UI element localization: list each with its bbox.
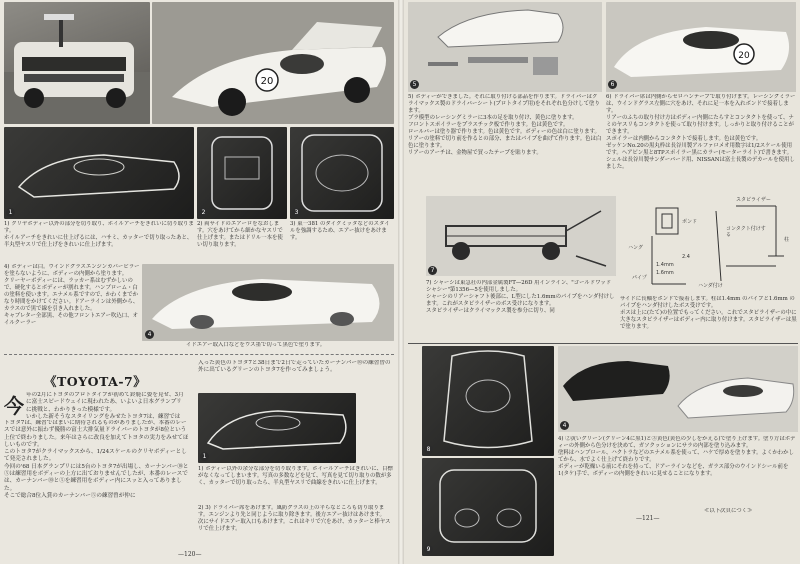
label-dim-3: 2.4 — [682, 254, 690, 260]
body-text-intro: 年の2月にトヨタのプロトタイプが初めて鈴鹿に姿を見せ、3月に富士スピードウェイに現われたあ、いよいよ日本グランプリに挑戦と、わかりきった模様です。 いかした新そうなスタイリングをみせたトヨタ7は、練習では — [26, 392, 184, 420]
caption-4-continued: イドエアー取入口などをウス墨で切って黒色で塗ります。 — [186, 342, 326, 348]
stabilizer-diagram — [626, 196, 798, 294]
stabilizer-drawing — [626, 196, 798, 294]
photo-number-2: 2 — [199, 208, 208, 217]
caption-5: 1) ボディー以外の余分な部分を切り取ります。ホイールアーチはきれいに、目標がなくなってしまいます。写真の多数などを見て、写真を見て切り取りの数が多く、カッターで切り取ったら、半丸型ヤスリで曲線をきれいに仕上げます。 — [198, 466, 393, 486]
photo-parts-assembly — [408, 2, 602, 92]
clear-body-rear-illustration — [290, 127, 394, 219]
clear-body-top-illustration — [197, 127, 287, 219]
photo-toyota7-top — [422, 346, 554, 456]
article-title: 《TOYOTA-7》 — [44, 374, 147, 389]
photo-race-car-track — [152, 2, 394, 124]
finished-body-illustration — [606, 2, 796, 92]
section-divider — [4, 354, 394, 355]
photo-toyota7-front — [422, 458, 554, 556]
photo-number-5-right: 5 — [410, 80, 419, 89]
painted-toyota7-illustration — [558, 346, 798, 432]
caption-6: 2) 3) ドライバー席をあけます。風防グラスの上の平らなところも切り取ります。エンジンより先と同じように取り除きます。後方エアー抜けはあけます。 次にサイドエアー取入口もあけます。これはキリで穴をあけ、カッターと棒ヤスリで仕上げます。 — [198, 505, 391, 532]
parts-assembly-illustration — [408, 2, 602, 92]
caption-3: 3) 東一381 のダイクミッタなどのスタイルを強調するため、エアー抜けをあけます。 — [290, 221, 390, 241]
photo-number-3: 3 — [292, 208, 301, 217]
photo-toyota7-clear-body — [198, 393, 356, 463]
painted-body-illustration — [142, 264, 394, 341]
right-page — [404, 0, 800, 564]
label-contact: コンタクト付けする — [726, 226, 766, 238]
chassis-illustration — [426, 196, 616, 276]
caption-2: 2) 両サイドのエアーロをなおします。穴をあけてから細かなヤスリで仕上げます。またはドリル一本を使い切り取ります。 — [197, 221, 283, 248]
label-hanger: ハング — [628, 245, 643, 251]
photo-number-1: 1 — [6, 208, 15, 217]
label-pillar: 柱 — [784, 237, 790, 243]
photo-painted-body — [142, 264, 394, 341]
photo-number-9: 9 — [424, 545, 433, 554]
toyota7-clear-illustration — [198, 393, 356, 463]
photo-number-4: 4 — [145, 330, 154, 339]
caption-5-right: 5) ボディーができました。それに取り付ける部品を作ります。ドライバーはクライマックス製のドライバーシート(プロトタイプ用)をそれぞれ色分けして塗ります。 ブラ模型のレーシングミラーに3本の足を取り付け、黄色に塗ります。 フロントスポイラーをプラスチック板で作ります。色は黄色です。 ロールバーは塗り器で作ります。色は黄色です。ボディーの色は白に塗ります。 リアーの塗料で切り前を作るとの部分、またはパイプを曲げて作ります。色は白色に塗ります。 リアーのアーチは、金物屋で買ったテープを貼ります。 — [408, 94, 602, 156]
body-text-main: トヨタ7は、練習ではまいに期待されるものがありましたが、本番のレースでは意外に振わず優勝の富士大排気量ドライバーのトヨタが8位という上位で終わりました。来年はさらに改良を加えてトヨタの実力をみせてほしいものです。 このトヨタ7がクライマックスから、1/24スケールのクリヤボディーとして発売されました。 今回の'68 日本グランプリには5台のトヨタ7が出場し、カーナンバー⑩と⑤は練習用をボディーの上方に出ておりませんでしたが、本番のレースでは、カーナンバー⑩と⑤を練習用をボディー内にスッと入ってありました。 そこで総合8位入賞のカーナンバー⑤の練習曾が仲に — [4, 420, 189, 499]
label-bond: ボンド — [682, 219, 698, 225]
label-dim-1: 1.4mm — [656, 262, 674, 268]
caption-7-continued: サイドに長軸をボンドで接着します。柱は1.4mm のパイプと1.6mm のパイプをハンダ付けしたボス受けです。 ポスは上に(たて)の位置でもってください。これでスタビライザーの中に大きなスタビライザーはボディー内に取り付けます。スタビライザーは黒で塗ります。 — [620, 296, 797, 330]
drop-cap: 今 — [4, 394, 24, 418]
photo-number-6: 6 — [608, 80, 617, 89]
photo-number-10: 4 — [560, 421, 569, 430]
page-number-left: —120— — [178, 551, 202, 558]
label-solder: ハンダ付け — [698, 283, 723, 289]
photo-number-8: 8 — [424, 445, 433, 454]
left-page — [0, 0, 398, 564]
continued-note: ≪以下次頁につく≫ — [704, 508, 753, 514]
clear-body-illustration — [4, 127, 194, 219]
caption-8: 4) ②黄いグリーン(グリーン4に黒1)と③黄色(黄色の少しをかえる)で塗り上げます。塗り方はボディーの外側から色分けを決めて、ガソクッションにサラの内部を塗り込みます。 塗料はハンブロール、ハクトラなどのエナメル系を使って、ハケで厚めを塗ります。よくかわかしてから、水でよく仕上げて終わりです。 ボディーが乾燥いる前にそれを持って、ドアーラインなどを、ガラス部分のウインドシール前を1(タケ)手で、ボディーの内側をきれいに見せることになります。 — [558, 436, 796, 477]
car-number-text-2: 20 — [738, 51, 750, 61]
page-number-right: —121— — [636, 515, 660, 522]
caption-4: 4) ボディーは白。ウインドグラスエンジンカパービラーを塗らないように、ボディーの内側から塗ります。 クリーヤーボディーには、ラッカー系はむずかしいので、硬化するとボディーが割れます。ハンブローム・白の塗料を使います。エナメル系ですので、かわくまでかなり時間をかけてください。ドアーラインは外側から、カラスので黒で線を引き入れました。 キャブレター全部黒、その他フロントエアー吹込口、オイルクーラー — [4, 264, 140, 326]
photo-clear-body-3 — [290, 127, 394, 219]
caption-7: 7) シャーシは東急社の内部金属製FT—26D 用インライン、"ゴールドワッドシャシー"第1356—5を使用しました。 シャーシのリアーシャフト後部に、L型にした1.6mmのパイプをハンダ付けします。これがスタビライザーのボス受けになります。 スタビライザーはクライマックス製を参分に切り、同 — [426, 280, 615, 314]
caption-6-right: 6) ドライバー席は内側からセロハンテープで取り付けます。レーシングミラーは、ウインドグラス左側に穴をあけ、それに足一本を入れボンドで接着します。 リアーのふちの取り付け方はボディー内側にたらすとコンタクトを使って、ナミのヤスリもコンタクトを使って取り付けます。しっかりと取り付けることができます。 スポイラーは内側からコンタクトで接着します。色は黄色です。 ゼッケンNo.20の黒丸枠は長谷川製アルファロメオ用数字は1/2スケール使用です。ヘアピン黒と8TPスポイラー黒にカラー(モーターライト)で書きます。シェルは長谷川製サンダーバード用、NISSANは富士長製のデカールを使用しました。 — [606, 94, 796, 170]
photo-number-5: 1 — [200, 452, 209, 461]
photo-number-7: 7 — [428, 266, 437, 275]
photo-painted-toyota7 — [558, 346, 798, 432]
race-car-rear-illustration — [4, 2, 150, 124]
toyota7-top-illustration — [422, 346, 554, 456]
caption-1: 1) クリヤボディー以外の部分を切り取り、ホイルアーチをきれいに切り取ります。 ホイルアーチをきれいに仕上げるには、ハサミ、カッターで切り取ったあと、半丸型ヤスリで仕上げをきれいに仕上げます。 — [4, 221, 194, 248]
photo-chassis — [426, 196, 616, 276]
photo-race-car-rear — [4, 2, 150, 124]
car-number-text: 20 — [260, 76, 274, 87]
label-pipe: パイプ — [632, 275, 647, 281]
section-divider-right — [408, 343, 798, 344]
race-car-track-illustration — [152, 2, 394, 124]
photo-finished-body — [606, 2, 796, 92]
label-dim-2: 1.6mm — [656, 270, 674, 276]
photo-clear-body-2 — [197, 127, 287, 219]
toyota7-front-illustration — [422, 458, 554, 556]
body-text-continued: 入った黄色のトヨタ7と38日まで2日で走っていたカーナンバー⑩の練習曾の外に出ているグリーンのトヨタ7を作ってみましょう。 — [198, 360, 391, 374]
label-stabilizer: スタビライザー — [736, 197, 771, 203]
photo-clear-body-1 — [4, 127, 194, 219]
